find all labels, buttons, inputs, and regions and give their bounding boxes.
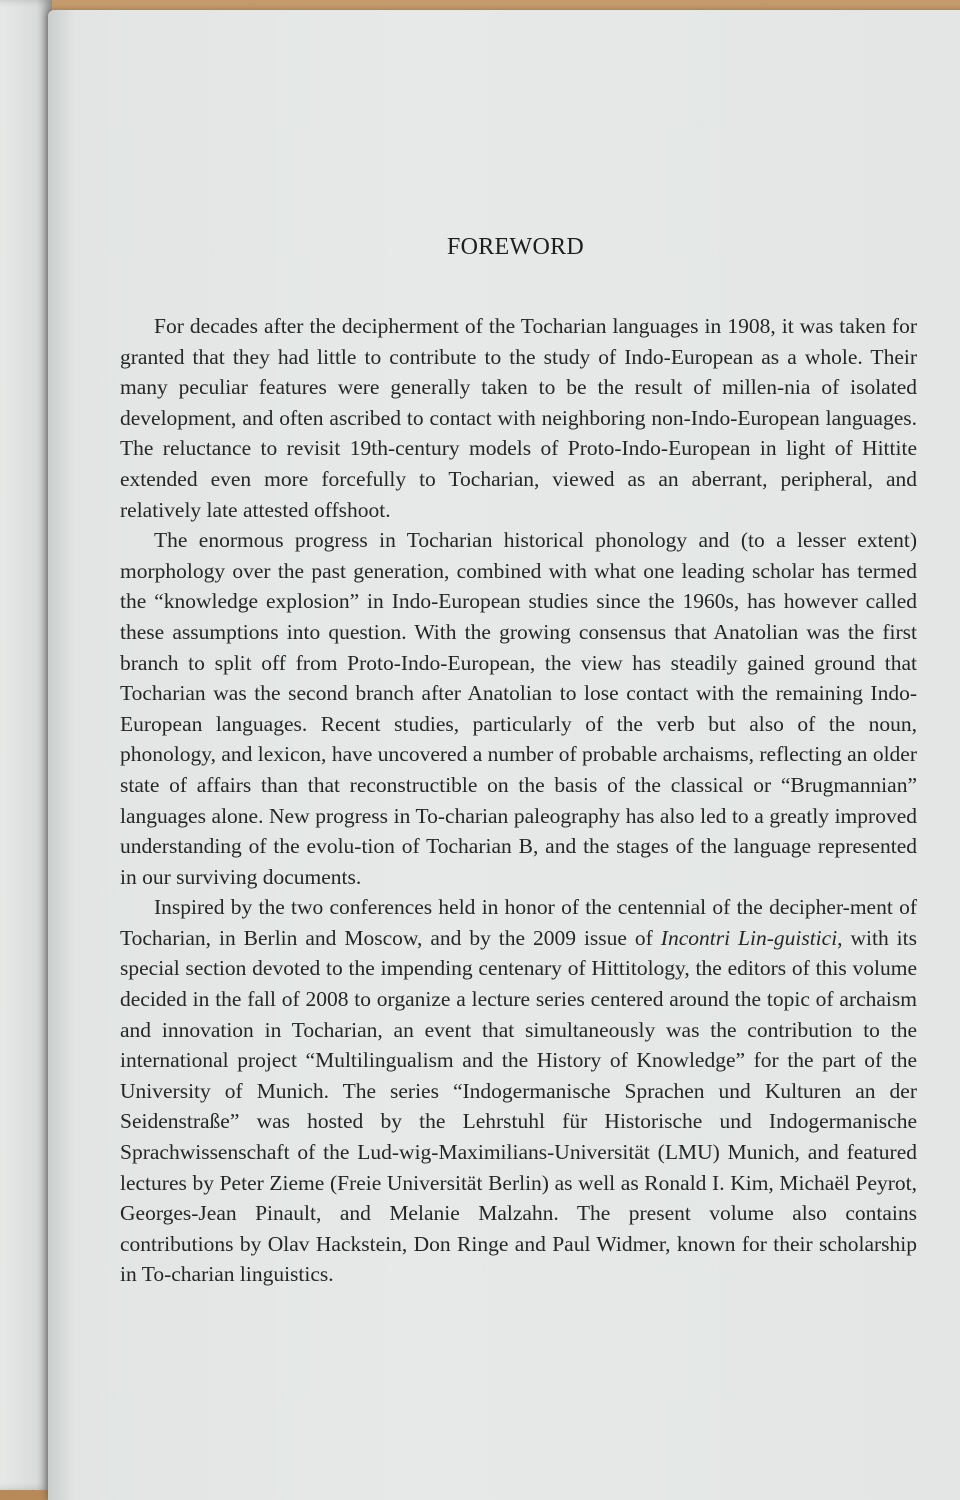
- book-page: [48, 10, 960, 1500]
- previous-page-edge: [0, 0, 52, 1490]
- paragraph-3-part-2: , with its special section devoted to the impending centenary of Hittitology, the editors of this volume decided in the fall of 2008 to organize a lecture series centered around the topic of archaism and innovation in Tocharian, an event that simultaneously was the contribution to the international project “Multilingualism and the History of Knowledge” for the part of the University of Munich. The series “Indogermanische Sprachen und Kulturen an der Seidenstraße” was hosted by the Lehrstuhl für Historische und Indogermanische Sprachwissenschaft of the Lud-wig-Maximilians-Universität (LMU) Munich, and featured lectures by Peter Zieme (Freie Universität Berlin) as well as Ronald I. Kim, Michaël Peyrot, Georges-Jean Pinault, and Melanie Malzahn. The present volume also contains contributions by Olav Hackstein, Don Ringe and Paul Widmer, known for their scholarship in To-charian linguistics.: [120, 925, 917, 1287]
- paragraph-3: [120, 892, 917, 1290]
- page-title: FOREWORD: [446, 234, 585, 260]
- paragraph-3-part-1: Inspired by the two conferences held in honor of the centennial of the decipher-ment of Tocharian, in Berlin and Moscow, and by the 2009 issue of: [120, 895, 917, 950]
- journal-title-italic: Incontri Lin-guistici: [660, 925, 838, 950]
- paragraph-2: The enormous progress in Tocharian historical phonology and (to a lesser extent) morphology over the past generation, combined with what one leading scholar has termed the “knowledge explosion” in Indo-European studies since the 1960s, has however called these assumptions into question. With the growing consensus that Anatolian was the first branch to split off from Proto-Indo-European, the view has steadily gained ground that Tocharian was the second branch after Anatolian to lose contact with the remaining Indo-European languages. Recent studies, particularly of the verb but also of the noun, phonology, and lexicon, have uncovered a number of probable archaisms, reflecting an older state of affairs than that reconstructible on the basis of the classical or “Brugmannian” languages alone. New progress in To-charian paleography has also led to a greatly improved understanding of the evolu-tion of Tocharian B, and the stages of the language represented in our surviving documents.: [120, 528, 917, 889]
- paragraph-1: For decades after the decipherment of the Tocharian languages in 1908, it was taken for granted that they had little to contribute to the study of Indo-European as a whole. Their many peculiar features were generally taken to be the result of millen-nia of isolated development, and often ascribed to contact with neighboring non-Indo-European languages. The reluctance to revisit 19th-century models of Proto-Indo-European in light of Hittite extended even more forcefully to Tocharian, viewed as an aberrant, peripheral, and relatively late attested offshoot.: [120, 314, 917, 522]
- foreword-body: [120, 311, 917, 1290]
